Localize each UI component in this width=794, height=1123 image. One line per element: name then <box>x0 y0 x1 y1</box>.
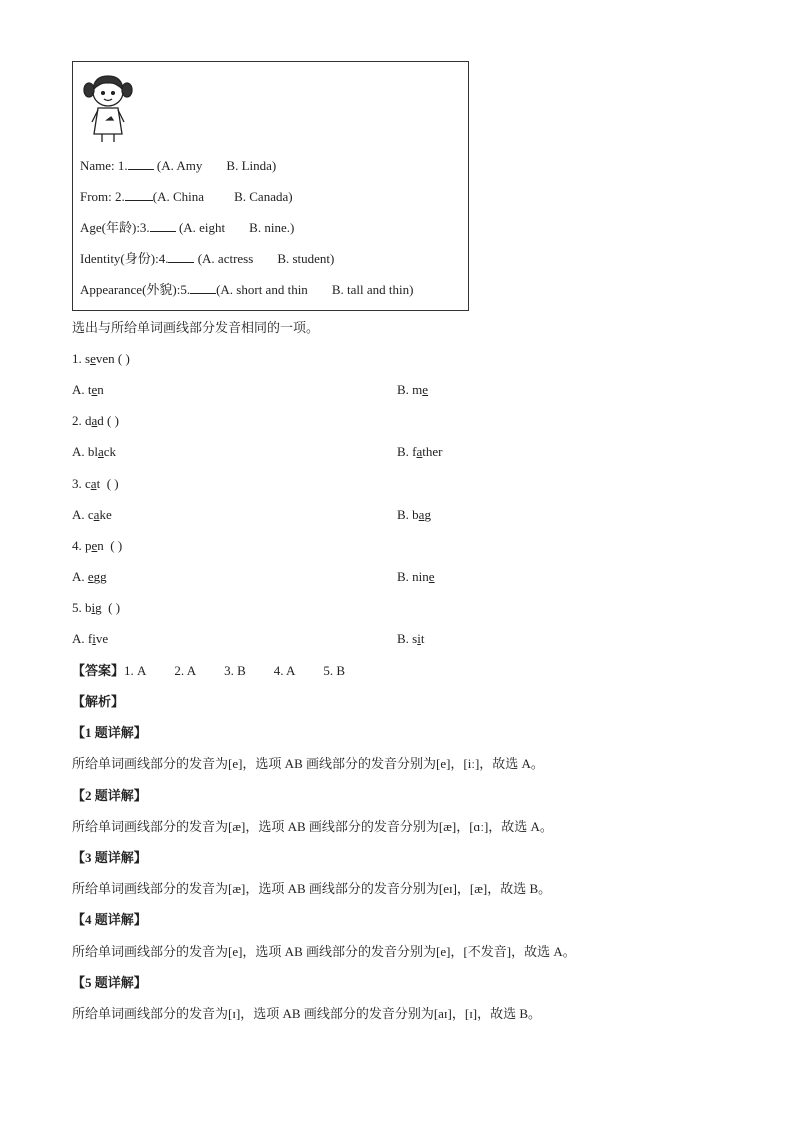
detail-2-title: 【2 题详解】 <box>72 788 147 803</box>
question-1-option-b[interactable]: B. me <box>397 382 429 397</box>
detail-3-title: 【3 题详解】 <box>72 850 147 865</box>
profile-name-row <box>80 158 276 174</box>
question-2-option-b[interactable]: B. father <box>397 444 443 459</box>
answer-1: 1. A <box>124 663 147 678</box>
answer-5: 5. B <box>323 663 346 678</box>
analysis-label: 【解析】 <box>72 694 125 709</box>
blank-5[interactable] <box>190 282 216 294</box>
question-4-option-b[interactable]: B. nine <box>397 569 435 584</box>
blank-1[interactable] <box>128 158 154 170</box>
question-5-option-b[interactable]: B. sit <box>397 631 425 646</box>
profile-appearance-row <box>80 282 413 298</box>
answer-3: 3. B <box>224 663 246 678</box>
question-4-option-a[interactable]: A. egg <box>72 569 107 584</box>
answer-2: 2. A <box>174 663 197 678</box>
profile-age-option-b: B. nine.) <box>249 220 295 235</box>
question-5-option-a[interactable]: A. five <box>72 631 109 646</box>
detail-4-title: 【4 题详解】 <box>72 912 147 927</box>
profile-name-label: Name: 1. <box>80 158 128 173</box>
detail-1-text: 所给单词画线部分的发音为[e]，选项 AB 画线部分的发音分别为[e]，[iː]，故选 A。 <box>72 756 544 771</box>
profile-from-option-a: (A. China <box>152 189 205 204</box>
detail-5-text: 所给单词画线部分的发音为[ɪ]，选项 AB 画线部分的发音分别为[aɪ]，[ɪ]，故选 B。 <box>72 1006 542 1021</box>
blank-4[interactable] <box>168 251 194 263</box>
question-3-option-b[interactable]: B. bag <box>397 507 431 522</box>
profile-name-option-b: B. Linda) <box>226 158 277 173</box>
question-4: 4. pen ( ) <box>72 538 123 553</box>
profile-from-row <box>80 189 293 205</box>
profile-identity-label: Identity(身份):4. <box>80 251 169 266</box>
section-title: 选出与所给单词画线部分发音相同的一项。 <box>72 320 320 335</box>
profile-identity-row <box>80 251 334 267</box>
profile-appearance-option-b: B. tall and thin) <box>331 282 414 297</box>
profile-from-label: From: 2. <box>80 189 125 204</box>
blank-3[interactable] <box>150 220 176 232</box>
answer-row <box>72 663 345 679</box>
question-1-option-a[interactable]: A. ten <box>72 382 104 397</box>
profile-identity-option-b: B. student) <box>277 251 335 266</box>
question-2: 2. dad ( ) <box>72 413 119 428</box>
question-1: 1. seven ( ) <box>72 351 130 366</box>
answer-4: 4. A <box>273 663 296 678</box>
profile-age-row <box>80 220 294 236</box>
girl-illustration <box>80 68 138 144</box>
detail-4-text: 所给单词画线部分的发音为[e]，选项 AB 画线部分的发音分别为[e]，[不发音]，故选 A。 <box>72 944 576 959</box>
answer-label: 【答案】 <box>72 663 125 678</box>
detail-1-title: 【1 题详解】 <box>72 725 147 740</box>
profile-age-label: Age(年龄):3. <box>80 220 150 235</box>
profile-appearance-label: Appearance(外貌):5. <box>80 282 191 297</box>
profile-age-option-a: (A. eight <box>178 220 226 235</box>
question-3: 3. cat ( ) <box>72 476 119 491</box>
profile-appearance-option-a: (A. short and thin <box>216 282 308 297</box>
question-5: 5. big ( ) <box>72 600 121 615</box>
detail-5-title: 【5 题详解】 <box>72 975 147 990</box>
detail-2-text: 所给单词画线部分的发音为[æ]，选项 AB 画线部分的发音分别为[æ]，[ɑː]，故选 A。 <box>72 819 553 834</box>
question-2-option-a[interactable]: A. black <box>72 444 117 459</box>
profile-from-option-b: B. Canada) <box>234 189 293 204</box>
profile-identity-option-a: (A. actress <box>197 251 254 266</box>
blank-2[interactable] <box>125 189 153 201</box>
question-3-option-a[interactable]: A. cake <box>72 507 112 522</box>
profile-name-option-a: (A. Amy <box>156 158 203 173</box>
detail-3-text: 所给单词画线部分的发音为[æ]，选项 AB 画线部分的发音分别为[eɪ]，[æ]，故选 B。 <box>72 881 552 896</box>
